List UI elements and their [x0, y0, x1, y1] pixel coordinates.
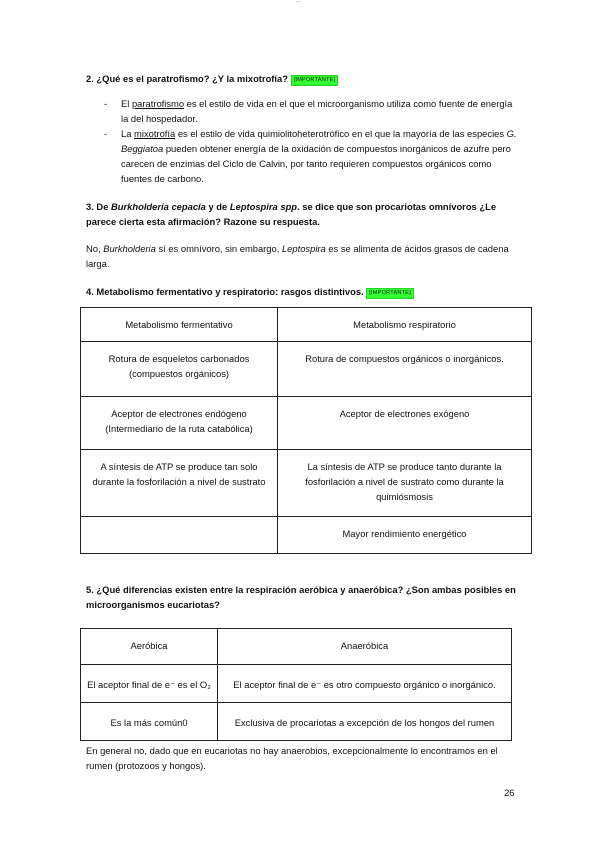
table-header: Aeróbica	[81, 629, 218, 665]
table-cell: Exclusiva de procariotas a excepción de los hongos del rumen	[218, 703, 512, 741]
term-paratrofismo: paratrofismo	[131, 98, 185, 109]
question-3-title: 3. De Burkholderia cepacia y de Leptospira spp. se dice que son procariotas omnívoros ¿Le parece cierta esta afirmación? Razone su respuesta.	[86, 201, 497, 227]
question-2-title	[86, 71, 526, 86]
table-header: Metabolismo respiratorio	[278, 308, 532, 342]
term-mixotrofia: mixotrofía	[134, 128, 176, 139]
q2-title-text: 2. ¿Qué es el paratrofismo? ¿Y la mixotrofía?	[86, 73, 288, 84]
list-item: - La mixotrofía es el estilo de vida quimiolitoheterotrófico en el que la mayoría de las especies G. Beggiatoa pueden obtener energía de la oxidación de compuestos inorgánicos de azufre pero carecen de enzimas del Ciclo de Calvin, por tanto requieren compuestos orgánicos como fuentes de carbono.	[104, 128, 517, 184]
q2-bullet-list	[104, 96, 520, 186]
list-item: - El paratrofismo es el estilo de vida en el que el microorganismo utiliza como fuente de energía la del hospedador.	[104, 98, 513, 124]
important-tag: [IMPORTANTE]	[366, 288, 414, 299]
table-cell: A síntesis de ATP se produce tan solo durante la fosforilación a nivel de sustrato	[81, 450, 278, 517]
table-cell: Aceptor de electrones endógeno (Intermediario de la ruta catabólica)	[81, 397, 278, 450]
table-header: Anaeróbica	[218, 629, 512, 665]
question-5-answer: En general no, dado que en eucariotas no hay anaerobios, excepcionalmente lo encontramos en el rumen (protozoos y hongos).	[86, 745, 498, 771]
question-4-title: 4. Metabolismo fermentativo y respiratorio: rasgos distintivos. [IMPORTANTE]	[86, 284, 526, 299]
table-row	[81, 665, 512, 703]
table-cell: La síntesis de ATP se produce tanto durante la fosforilación a nivel de sustrato como durante la quimiósmosis	[278, 450, 532, 517]
table-row	[81, 397, 532, 450]
table-row	[81, 450, 532, 517]
question-5-title: 5. ¿Qué diferencias existen entre la respiración aeróbica y anaeróbica? ¿Son ambas posibles en microorganismos eucariotas?	[86, 584, 516, 610]
table-cell: Rotura de compuestos orgánicos o inorgánicos.	[278, 342, 532, 397]
table-cell: Rotura de esqueletos carbonados (compuestos orgánicos)	[81, 342, 278, 397]
header-mark: ...	[296, 0, 302, 4]
table-cell: El aceptor final de e⁻ es el O₂	[81, 665, 218, 703]
table-cell	[81, 517, 278, 554]
table-row	[81, 342, 532, 397]
metabolism-table	[80, 307, 532, 554]
respiration-table	[80, 628, 512, 741]
table-header: Metabolismo fermentativo	[81, 308, 278, 342]
page-number: 26	[504, 788, 515, 799]
table-cell: Es la más común0	[81, 703, 218, 741]
table-cell: Aceptor de electrones exógeno	[278, 397, 532, 450]
question-3-answer: No, Burkholderia sí es omnívoro, sin embargo, Leptospira es se alimenta de ácidos grasos de cadena larga.	[86, 243, 509, 269]
table-cell: El aceptor final de e⁻ es otro compuesto orgánico o inorgánico.	[218, 665, 512, 703]
table-row	[81, 517, 532, 554]
important-tag: [IMPORTANTE]	[291, 75, 339, 86]
table-row	[81, 703, 512, 741]
table-cell: Mayor rendimiento energético	[278, 517, 532, 554]
